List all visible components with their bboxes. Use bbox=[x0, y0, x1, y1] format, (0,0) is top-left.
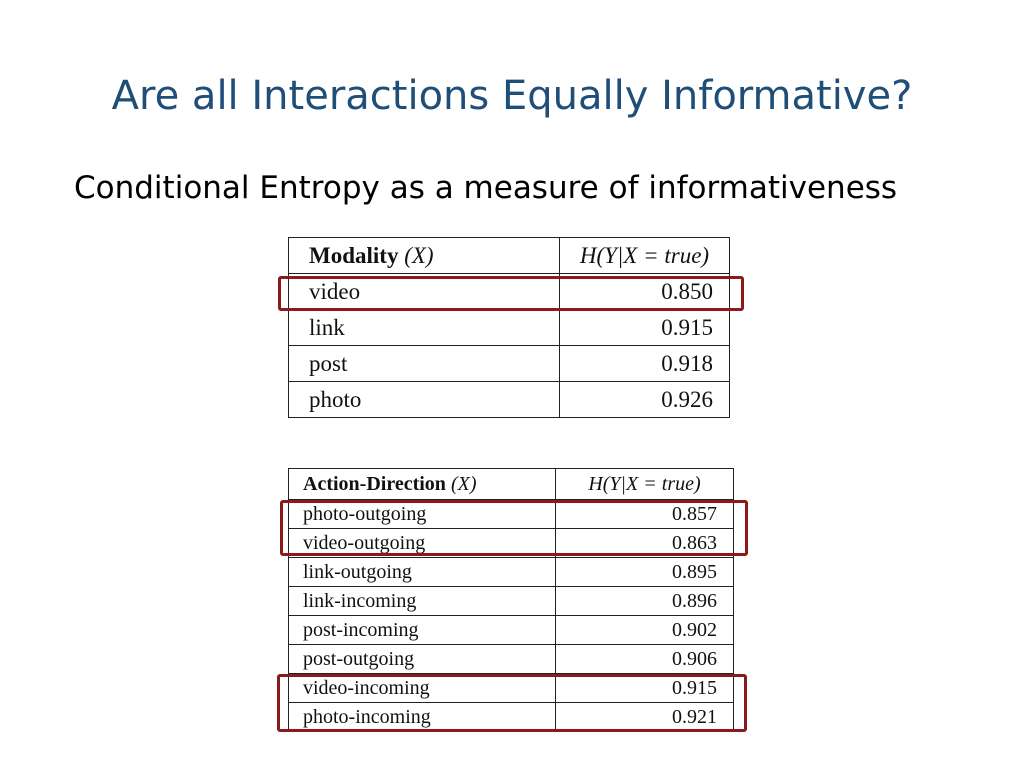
row-label: photo-outgoing bbox=[289, 500, 556, 529]
row-label: photo-incoming bbox=[289, 703, 556, 732]
header-label: Action-Direction bbox=[303, 472, 446, 495]
table-row bbox=[289, 346, 730, 382]
header-variable: (X) bbox=[404, 242, 434, 268]
row-value: 0.926 bbox=[560, 382, 730, 418]
row-value: 0.895 bbox=[556, 558, 734, 587]
slide-subtitle: Conditional Entropy as a measure of informativeness bbox=[74, 170, 898, 206]
row-label: link bbox=[289, 310, 560, 346]
row-value: 0.921 bbox=[556, 703, 734, 732]
slide-title: Are all Interactions Equally Informative? bbox=[111, 73, 913, 119]
table-row bbox=[289, 310, 730, 346]
action-direction-table bbox=[288, 468, 734, 732]
table-row bbox=[289, 274, 730, 310]
row-label: video-outgoing bbox=[289, 529, 556, 558]
row-value: 0.902 bbox=[556, 616, 734, 645]
row-label: video bbox=[289, 274, 560, 310]
table-row bbox=[289, 382, 730, 418]
table-row bbox=[289, 558, 734, 587]
table-row bbox=[289, 587, 734, 616]
header-variable: (X) bbox=[450, 472, 477, 495]
table-row bbox=[289, 500, 734, 529]
table-row bbox=[289, 616, 734, 645]
row-value: 0.863 bbox=[556, 529, 734, 558]
row-label: link-outgoing bbox=[289, 558, 556, 587]
row-value: 0.906 bbox=[556, 645, 734, 674]
row-value: 0.915 bbox=[560, 310, 730, 346]
header-label: Modality bbox=[309, 242, 399, 268]
table-row bbox=[289, 529, 734, 558]
row-label: link-incoming bbox=[289, 587, 556, 616]
row-value: 0.850 bbox=[560, 274, 730, 310]
row-value: 0.915 bbox=[556, 674, 734, 703]
row-value: 0.896 bbox=[556, 587, 734, 616]
row-label: post-incoming bbox=[289, 616, 556, 645]
column-header-entropy: H(Y|X = true) bbox=[556, 469, 734, 500]
row-label: post bbox=[289, 346, 560, 382]
column-header-action-direction bbox=[289, 469, 556, 500]
row-value: 0.918 bbox=[560, 346, 730, 382]
table-row bbox=[289, 703, 734, 732]
row-label: post-outgoing bbox=[289, 645, 556, 674]
row-value: 0.857 bbox=[556, 500, 734, 529]
modality-table bbox=[288, 237, 730, 418]
table-header-row bbox=[289, 238, 730, 274]
row-label: video-incoming bbox=[289, 674, 556, 703]
table-row bbox=[289, 645, 734, 674]
row-label: photo bbox=[289, 382, 560, 418]
column-header-entropy: H(Y|X = true) bbox=[560, 238, 730, 274]
table-header-row bbox=[289, 469, 734, 500]
table-row bbox=[289, 674, 734, 703]
column-header-modality bbox=[289, 238, 560, 274]
